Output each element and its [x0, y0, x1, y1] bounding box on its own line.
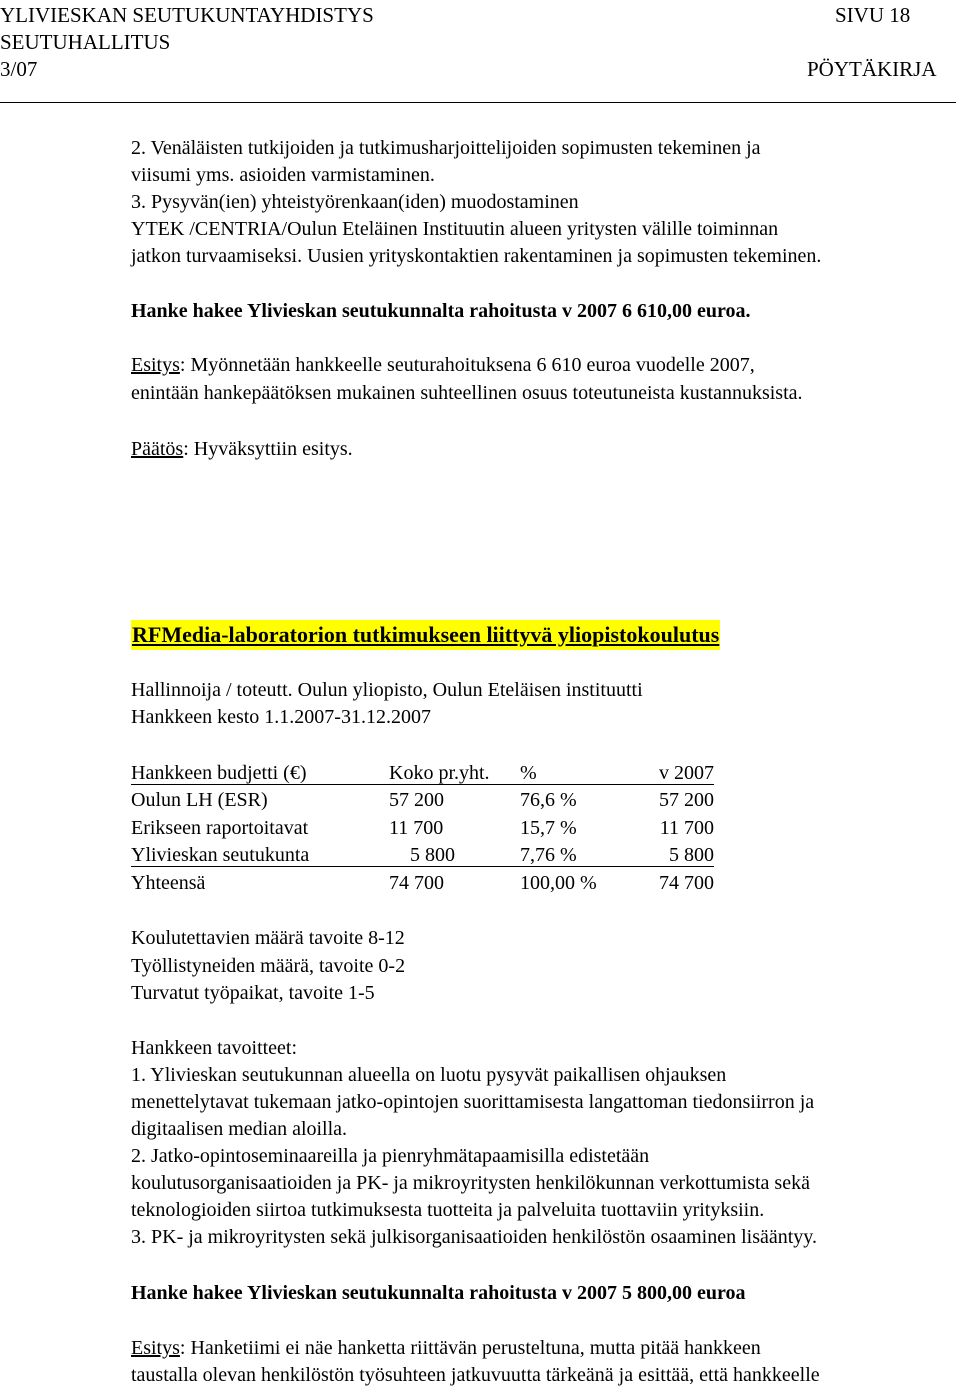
prev-line-3: 3. Pysyvän(ien) yhteistyörenkaan(iden) muodostaminen — [131, 191, 579, 213]
section-admin: Hallinnoija / toteutt. Oulun yliopisto, Oulun Eteläisen instituutti — [131, 679, 643, 701]
goal-line-3: digitaalisen median aloilla. — [131, 1118, 348, 1140]
target-1: Koulutettavien määrä tavoite 8-12 — [131, 927, 405, 949]
target-3: Turvatut työpaikat, tavoite 1-5 — [131, 982, 375, 1004]
prev-funding: Hanke hakee Ylivieskan seutukunnalta rahoitusta v 2007 6 610,00 euroa. — [131, 300, 751, 322]
section-title: RFMedia-laboratorion tutkimukseen liittyvä yliopistokoulutus — [131, 620, 720, 650]
goals-heading: Hankkeen tavoitteet: — [131, 1037, 298, 1059]
budget-row-2-total: 11 700 — [389, 817, 444, 839]
prev-line-5: jatkon turvaamiseksi. Uusien yrityskontaktien rakentaminen ja sopimusten tekeminen. — [131, 245, 822, 267]
header-doc-type: PÖYTÄKIRJA — [807, 57, 937, 81]
prev-line-2: viisumi yms. asioiden varmistaminen. — [131, 164, 435, 186]
proposal-text: : Myönnetään hankkeelle seuturahoituksena 6 610 euroa vuodelle 2007, — [179, 354, 755, 376]
budget-row-4-total: 74 700 — [389, 872, 444, 894]
budget-row-4-item: Yhteensä — [131, 872, 206, 894]
header-rule — [0, 102, 956, 103]
budget-header-percent: % — [520, 762, 537, 784]
budget-header-total: Koko pr.yht. — [389, 762, 490, 784]
goal-line-5: koulutusorganisaatioiden ja PK- ja mikroyritysten henkilökunnan verkottumista sekä — [131, 1172, 810, 1194]
goal-line-4: 2. Jatko-opintoseminaareilla ja pienryhmätapaamisilla edistetään — [131, 1145, 650, 1167]
prev-line-1: 2. Venäläisten tutkijoiden ja tutkimusharjoittelijoiden sopimusten tekeminen ja — [131, 137, 761, 159]
funding-request: Hanke hakee Ylivieskan seutukunnalta rahoitusta v 2007 5 800,00 euroa — [131, 1282, 746, 1304]
budget-row-4-percent: 100,00 % — [520, 872, 597, 894]
proposal-2 — [131, 1335, 761, 1361]
budget-row-2-item: Erikseen raportoitavat — [131, 817, 309, 839]
budget-row-2-year: 11 700 — [659, 817, 714, 839]
budget-subtotal-underline — [131, 866, 714, 867]
prev-proposal — [131, 352, 755, 378]
goal-line-7: 3. PK- ja mikroyritysten sekä julkisorganisaatioiden henkilöstön osaaminen lisääntyy. — [131, 1226, 817, 1248]
budget-row-4-year: 74 700 — [659, 872, 714, 894]
header-body: SEUTUHALLITUS — [0, 30, 171, 54]
target-2: Työllistyneiden määrä, tavoite 0-2 — [131, 955, 406, 977]
budget-row-1-total: 57 200 — [389, 789, 444, 811]
prev-proposal-line-2: enintään hankepäätöksen mukainen suhteellinen osuus toteutuneista kustannuksista. — [131, 382, 803, 404]
header-meeting: 3/07 — [0, 57, 38, 81]
budget-row-3-item: Ylivieskan seutukunta — [131, 844, 310, 866]
budget-header-underline — [131, 784, 714, 785]
budget-header-year: v 2007 — [659, 762, 714, 784]
proposal-2-label: Esitys — [131, 1337, 180, 1359]
proposal-2-line-2: taustalla olevan henkilöstön työsuhteen jatkuvuutta tärkeänä ja esittää, että hankkeelle — [131, 1364, 820, 1386]
budget-row-1-item: Oulun LH (ESR) — [131, 789, 268, 811]
budget-header-item: Hankkeen budjetti (€) — [131, 762, 307, 784]
proposal-2-text: : Hanketiimi ei näe hanketta riittävän perusteltuna, mutta pitää hankkeen — [179, 1337, 761, 1359]
decision-label: Päätös — [131, 438, 184, 460]
proposal-label: Esitys — [131, 354, 180, 376]
decision-text: : Hyväksyttiin esitys. — [183, 438, 353, 460]
goal-line-6: teknologioiden siirtoa tutkimuksesta tuotteita ja palveluita tuottaviin yrityksiin. — [131, 1199, 765, 1221]
prev-decision — [131, 436, 353, 462]
goal-line-2: menettelytavat tukemaan jatko-opintojen suorittamisesta langattoman tiedonsiirron ja — [131, 1091, 815, 1113]
budget-row-3-percent: 7,76 % — [520, 844, 577, 866]
header-org: YLIVIESKAN SEUTUKUNTAYHDISTYS — [0, 3, 374, 27]
section-duration: Hankkeen kesto 1.1.2007-31.12.2007 — [131, 706, 431, 728]
goal-line-1: 1. Ylivieskan seutukunnan alueella on luotu pysyvät paikallisen ohjauksen — [131, 1064, 727, 1086]
budget-row-2-percent: 15,7 % — [520, 817, 577, 839]
budget-row-1-percent: 76,6 % — [520, 789, 577, 811]
budget-row-3-year: 5 800 — [669, 844, 714, 866]
budget-row-3-total: 5 800 — [410, 844, 455, 866]
header-page-number: SIVU 18 — [835, 3, 911, 27]
prev-line-4: YTEK /CENTRIA/Oulun Eteläinen Instituutin alueen yritysten välille toiminnan — [131, 218, 779, 240]
budget-row-1-year: 57 200 — [659, 789, 714, 811]
